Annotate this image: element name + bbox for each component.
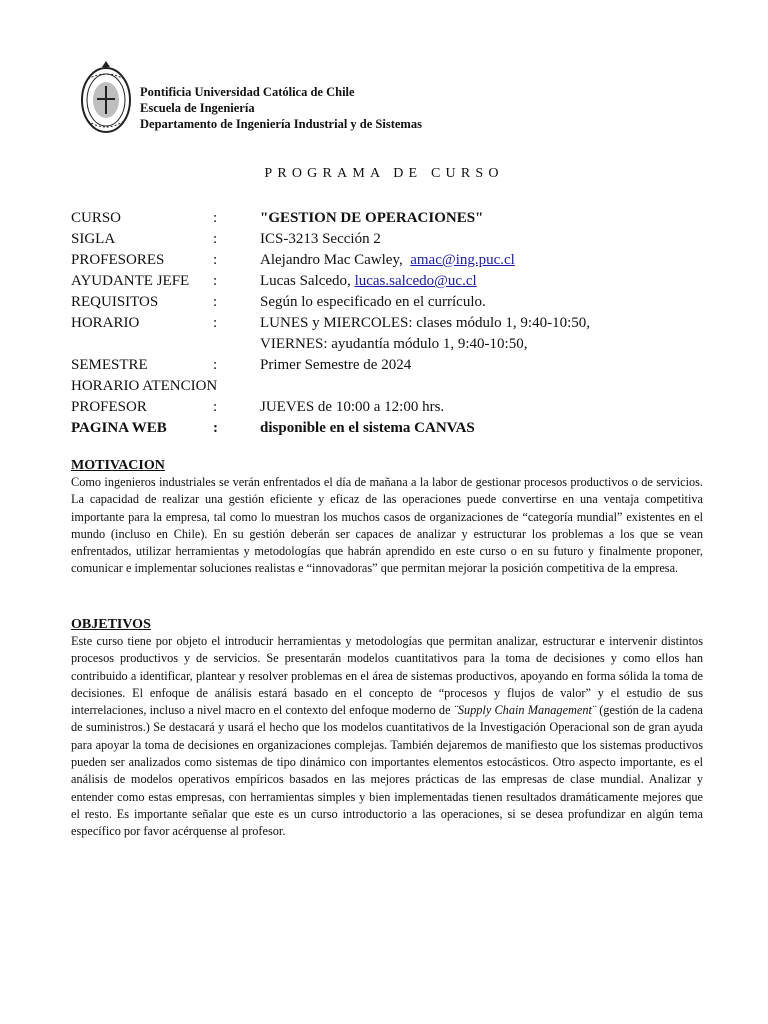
ayudante-email-link[interactable]: lucas.salcedo@uc.cl xyxy=(354,273,477,289)
separator: : xyxy=(213,357,218,373)
separator: : xyxy=(213,252,218,268)
objetivos-heading: OBJETIVOS xyxy=(71,617,151,632)
separator: : xyxy=(213,210,218,226)
separator: : xyxy=(213,273,218,289)
horario-label: HORARIO xyxy=(71,315,140,331)
objetivos-text-part1: Este curso tiene por objeto el introducir herramientas y metodologías que permitan analizar, estructurar e intervenir distintos procesos productivos y de servicios. Se presentarán modelos cuantitativos para la toma de decisiones y como ellos han contribuido a identificar, plantear y resolver problemas en el área de sistemas productivos, apoyando en forma sólida la toma de decisiones. El enfoque de análisis estará basado en el concepto de “procesos y flujos de valor” y el estudio de sus interrelaciones, incluso a nivel macro en el contexto del enfoque moderno de xyxy=(71,634,703,718)
ayudante-value xyxy=(260,271,477,292)
separator: : xyxy=(213,294,218,310)
requisitos-value: Según lo especificado en el currículo. xyxy=(260,294,486,310)
separator: : xyxy=(213,399,218,415)
ayudante-name: Lucas Salcedo, xyxy=(260,273,355,289)
horario-atencion-label: HORARIO ATENCION xyxy=(71,378,218,394)
profesor-value: JUEVES de 10:00 a 12:00 hrs. xyxy=(260,399,445,415)
profesor-email-link[interactable]: amac@ing.puc.cl xyxy=(410,252,515,268)
curso-label: CURSO xyxy=(71,210,122,226)
university-name: Pontificia Universidad Católica de Chile xyxy=(140,85,355,99)
page-title: PROGRAMA DE CURSO xyxy=(264,166,504,181)
sigla-label: SIGLA xyxy=(71,231,116,247)
separator: : xyxy=(213,420,218,436)
pagina-web-value: disponible en el sistema CANVAS xyxy=(260,420,475,436)
semestre-label: SEMESTRE xyxy=(71,357,148,373)
motivacion-text: Como ingenieros industriales se verán enfrentados el día de mañana a la labor de gestionar procesos productivos o de servicios. La capacidad de realizar una gestión eficiente y eficaz de las operaciones puede convertirse en una ventaja competitiva importante para la empresa, tal como lo muestran los muchos casos de organizaciones de “categoría mundial” existentes en el mundo (incluso en Chile). En su gestión deberán ser capaces de analizar y estructurar los problemas a los que se vean enfrentados, utilizar herramientas y metodologías que habrán aprendido en este curso o en su futuro y finalmente proponer, comunicar e implementar soluciones realistas e “innovadoras” que permitan mejorar la posición competitiva de la empresa. xyxy=(71,475,703,576)
horario-value-2: VIERNES: ayudantía módulo 1, 9:40-10:50, xyxy=(260,336,528,352)
requisitos-label: REQUISITOS xyxy=(71,294,159,310)
objetivos-section xyxy=(71,616,703,841)
profesor-label: PROFESOR xyxy=(71,399,147,415)
objetivos-text-italic: ¨Supply Chain Management¨ xyxy=(453,703,597,718)
objetivos-text xyxy=(71,633,703,841)
school-name: Escuela de Ingeniería xyxy=(140,101,255,115)
horario-value-1: LUNES y MIERCOLES: clases módulo 1, 9:40-10:50, xyxy=(260,315,590,331)
curso-value: "GESTION DE OPERACIONES" xyxy=(260,210,484,226)
profesor-name: Alejandro Mac Cawley, xyxy=(260,252,407,268)
motivacion-section xyxy=(71,457,703,578)
institution-header xyxy=(140,84,422,132)
pagina-web-label: PAGINA WEB xyxy=(71,420,167,436)
profesores-label: PROFESORES xyxy=(71,252,165,268)
separator: : xyxy=(213,315,218,331)
profesores-value xyxy=(260,250,515,271)
objetivos-text-part2: (gestión de la cadena de suministros.) Se destacará y usará el hecho que los modelos cuantitativos de la Investigación Operacional son de gran ayuda para apoyar la toma de decisiones en organizaciones complejas. También dejaremos de manifiesto que los sistemas productivos pueden ser analizados como sistemas de tipo dinámico con importantes elementos estocásticos. Otro aspecto importante, es el análisis de modelos operativos empíricos basados en las mejores prácticas de las empresas de clase mundial. Analizar y entender como estas empresas, con herramientas simples y bien implementadas tienen resultados dramáticamente mejores que el resto. Es importante señalar que este es un curso introductorio a las operaciones, si se desea profundizar en algún tema específico por favor acérquense al profesor. xyxy=(71,703,703,839)
separator: : xyxy=(213,231,218,247)
department-name: Departamento de Ingeniería Industrial y de Sistemas xyxy=(140,117,422,131)
semestre-value: Primer Semestre de 2024 xyxy=(260,357,412,373)
ayudante-label: AYUDANTE JEFE xyxy=(71,273,190,289)
university-seal-icon xyxy=(80,59,132,137)
motivacion-heading: MOTIVACION xyxy=(71,458,165,473)
sigla-value: ICS-3213 Sección 2 xyxy=(260,231,381,247)
